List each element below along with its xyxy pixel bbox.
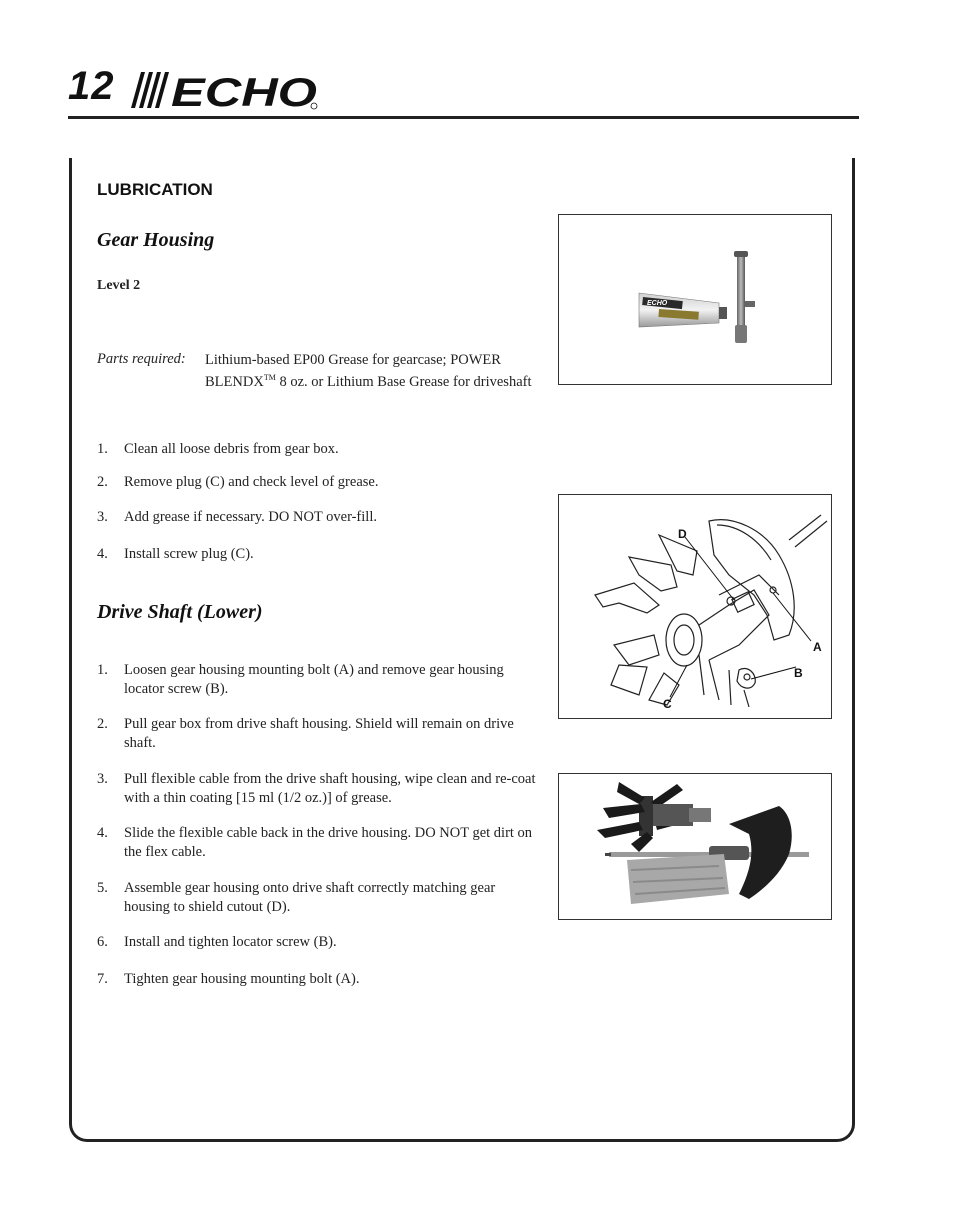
step-number: 7. [97, 971, 108, 987]
drive-step-1 [97, 661, 537, 698]
trademark-sup: TM [263, 373, 276, 382]
step-number: 3. [97, 509, 108, 525]
gear-housing-heading: Gear Housing [97, 229, 215, 251]
step-text: Loosen gear housing mounting bolt (A) and remove gear housing locator screw (B). [124, 662, 504, 697]
step-number: 4. [97, 546, 108, 562]
tine-assembly [597, 782, 711, 852]
callout-d-label: D [678, 527, 687, 541]
gear-step-3 [97, 508, 537, 527]
tube-brand-label: ECHO [647, 300, 668, 307]
drive-step-4 [97, 824, 537, 861]
step-number: 6. [97, 934, 108, 950]
drive-step-3 [97, 770, 537, 807]
drive-shaft-photo-figure [558, 773, 832, 920]
drive-step-2 [97, 715, 537, 752]
step-number: 2. [97, 474, 108, 490]
parts-required-label-text: Parts required [97, 351, 181, 367]
parts-text-part2: 8 oz. or Lithium Base Grease for driveshaft [275, 373, 532, 390]
grease-products-illustration [559, 215, 831, 384]
cleaning-rag [627, 854, 729, 904]
grease-products-figure [558, 214, 832, 385]
step-text: Slide the flexible cable back in the drive housing. DO NOT get dirt on the flex cable. [124, 825, 533, 860]
step-text: Pull flexible cable from the drive shaft housing, wipe clean and re-coat with a thin coating [15 ml (1/2 oz.)] of grease. [124, 771, 536, 806]
step-text: Add grease if necessary. DO NOT over-fill. [124, 509, 377, 525]
grease-tube [639, 293, 727, 327]
gear-housing-diagram-figure [558, 494, 832, 719]
parts-text-part1: Lithium-based EP00 Grease for gearcase; POWER BLENDX [205, 352, 501, 390]
section-title: LUBRICATION [97, 180, 213, 199]
step-text: Tighten gear housing mounting bolt (A). [124, 971, 360, 987]
step-text: Install screw plug (C). [124, 546, 254, 562]
level-label: Level 2 [97, 278, 141, 293]
drive-shaft-photo [559, 774, 831, 919]
drive-step-5 [97, 879, 537, 916]
callout-a-label: A [813, 640, 822, 654]
gear-step-2 [97, 473, 537, 492]
parts-required-text [205, 351, 535, 391]
gear-housing-diagram [559, 495, 831, 718]
drive-step-6 [97, 933, 537, 952]
grease-gun [734, 251, 755, 343]
gear-step-4 [97, 545, 537, 564]
step-text: Pull gear box from drive shaft housing. Shield will remain on drive shaft. [124, 716, 514, 751]
drive-step-7 [97, 970, 537, 989]
page-number: 12 [68, 64, 115, 108]
step-number: 5. [97, 880, 108, 896]
step-text: Clean all loose debris from gear box. [124, 441, 339, 457]
step-number: 1. [97, 441, 108, 457]
step-number: 3. [97, 771, 108, 787]
step-number: 1. [97, 662, 108, 678]
gear-step-1 [97, 440, 537, 459]
step-text: Assemble gear housing onto drive shaft correctly matching gear housing to shield cutout (D). [124, 880, 496, 915]
echo-logo [121, 68, 321, 112]
step-text: Remove plug (C) and check level of grease. [124, 474, 379, 490]
header-rule [68, 116, 859, 119]
step-number: 2. [97, 716, 108, 732]
callout-b-label: B [794, 666, 803, 680]
drive-shaft-heading: Drive Shaft (Lower) [97, 601, 263, 623]
step-text: Install and tighten locator screw (B). [124, 934, 337, 950]
step-number: 4. [97, 825, 108, 841]
parts-required-label: Parts required: [97, 351, 186, 367]
svg-text:ECHO: ECHO [171, 71, 317, 112]
callout-c-label: C [663, 697, 672, 711]
